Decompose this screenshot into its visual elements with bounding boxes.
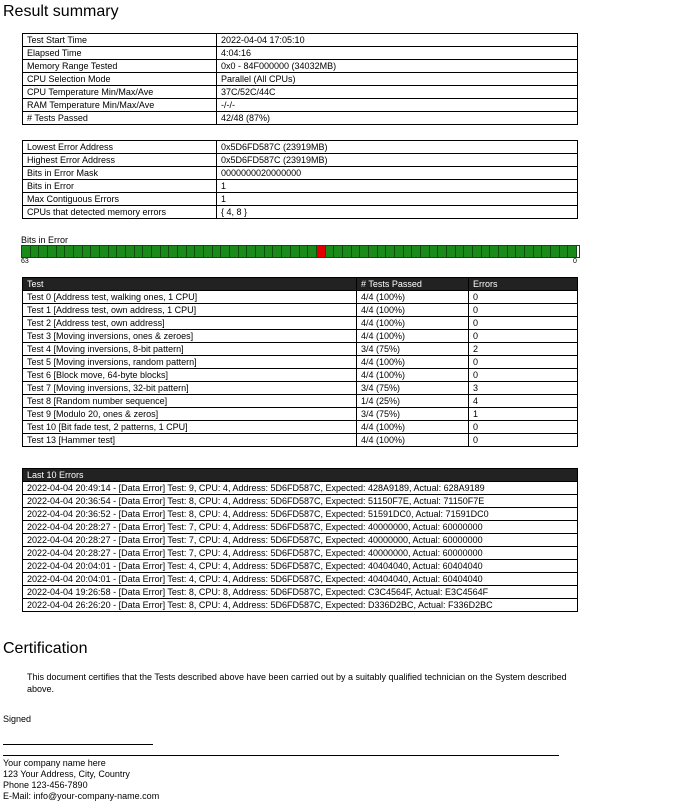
error-summary-row bbox=[23, 154, 578, 167]
test-name: Test 4 [Moving inversions, 8-bit pattern] bbox=[23, 343, 357, 356]
bit-cell bbox=[300, 246, 309, 257]
summary-info-table bbox=[22, 33, 578, 125]
bit-cell bbox=[273, 246, 282, 257]
bit-cell bbox=[360, 246, 369, 257]
summary-row bbox=[23, 47, 578, 60]
test-name: Test 6 [Block move, 64-byte blocks] bbox=[23, 369, 357, 382]
field-value: 4:04:16 bbox=[217, 47, 578, 60]
bit-cell bbox=[22, 246, 31, 257]
bits-axis-left: 63 bbox=[21, 258, 29, 265]
field-value: 1 bbox=[217, 193, 578, 206]
summary-row bbox=[23, 99, 578, 112]
summary-row bbox=[23, 73, 578, 86]
bits-axis-right: 0 bbox=[573, 258, 577, 265]
error-count: 4 bbox=[469, 395, 578, 408]
error-log-row bbox=[23, 534, 578, 547]
company-name: Your company name here bbox=[3, 758, 106, 768]
field-label: CPU Selection Mode bbox=[23, 73, 217, 86]
error-log-row bbox=[23, 508, 578, 521]
error-log-entry: 2022-04-04 20:28:27 - [Data Error] Test: 7, CPU: 4, Address: 5D6FD587C, Expected: 40000000, Actual: 60000000 bbox=[23, 521, 578, 534]
test-row bbox=[23, 369, 578, 382]
test-row bbox=[23, 408, 578, 421]
bit-cell bbox=[386, 246, 395, 257]
test-name: Test 3 [Moving inversions, ones & zeroes] bbox=[23, 330, 357, 343]
test-name: Test 9 [Modulo 20, ones & zeros] bbox=[23, 408, 357, 421]
test-name: Test 5 [Moving inversions, random pattern] bbox=[23, 356, 357, 369]
summary-row bbox=[23, 86, 578, 99]
error-log-entry: 2022-04-04 19:26:58 - [Data Error] Test: 8, CPU: 8, Address: 5D6FD587C, Expected: C3C4564F, Actual: E3C4564F bbox=[23, 586, 578, 599]
bit-cell bbox=[525, 246, 534, 257]
field-value: 0x5D6FD587C (23919MB) bbox=[217, 141, 578, 154]
error-count: 0 bbox=[469, 356, 578, 369]
test-name: Test 8 [Random number sequence] bbox=[23, 395, 357, 408]
bit-cell bbox=[65, 246, 74, 257]
field-label: Bits in Error bbox=[23, 180, 217, 193]
bit-cell bbox=[126, 246, 135, 257]
bit-cell bbox=[421, 246, 430, 257]
summary-row bbox=[23, 60, 578, 73]
bit-cell bbox=[195, 246, 204, 257]
error-log-entry: 2022-04-04 20:28:27 - [Data Error] Test: 7, CPU: 4, Address: 5D6FD587C, Expected: 40000000, Actual: 60000000 bbox=[23, 547, 578, 560]
error-log-row bbox=[23, 560, 578, 573]
bit-cell bbox=[412, 246, 421, 257]
bit-cell bbox=[404, 246, 413, 257]
bit-cell bbox=[213, 246, 222, 257]
error-log-entry: 2022-04-04 26:26:20 - [Data Error] Test: 8, CPU: 4, Address: 5D6FD587C, Expected: D336D2BC, Actual: F336D2BC bbox=[23, 599, 578, 612]
tests-passed: 4/4 (100%) bbox=[357, 291, 469, 304]
bit-cell bbox=[178, 246, 187, 257]
field-label: Highest Error Address bbox=[23, 154, 217, 167]
certification-title: Certification bbox=[3, 640, 88, 657]
bit-cell bbox=[265, 246, 274, 257]
bit-cell bbox=[369, 246, 378, 257]
error-count: 0 bbox=[469, 291, 578, 304]
error-log-entry: 2022-04-04 20:49:14 - [Data Error] Test: 9, CPU: 4, Address: 5D6FD587C, Expected: 428A9189, Actual: 628A9189 bbox=[23, 482, 578, 495]
error-log-entry: 2022-04-04 20:04:01 - [Data Error] Test: 4, CPU: 4, Address: 5D6FD587C, Expected: 40404040, Actual: 60404040 bbox=[23, 573, 578, 586]
bit-cell bbox=[343, 246, 352, 257]
bit-cell bbox=[438, 246, 447, 257]
bit-cell bbox=[239, 246, 248, 257]
bit-cell bbox=[516, 246, 525, 257]
bit-cell bbox=[334, 246, 343, 257]
bit-cell bbox=[447, 246, 456, 257]
last-errors-table bbox=[22, 468, 578, 612]
field-label: CPUs that detected memory errors bbox=[23, 206, 217, 219]
test-row bbox=[23, 395, 578, 408]
field-value: -/-/- bbox=[217, 99, 578, 112]
bit-cell bbox=[352, 246, 361, 257]
error-count: 0 bbox=[469, 369, 578, 382]
test-row bbox=[23, 434, 578, 447]
bit-cell bbox=[308, 246, 317, 257]
bit-cell bbox=[161, 246, 170, 257]
summary-row bbox=[23, 112, 578, 125]
error-log-entry: 2022-04-04 20:04:01 - [Data Error] Test: 4, CPU: 4, Address: 5D6FD587C, Expected: 40404040, Actual: 60404040 bbox=[23, 560, 578, 573]
test-name: Test 0 [Address test, walking ones, 1 CPU] bbox=[23, 291, 357, 304]
page-title: Result summary bbox=[3, 3, 119, 20]
bit-cell bbox=[499, 246, 508, 257]
bit-cell bbox=[473, 246, 482, 257]
bit-cell bbox=[74, 246, 83, 257]
bit-cell bbox=[247, 246, 256, 257]
last-errors-header: Last 10 Errors bbox=[23, 469, 578, 482]
error-summary-row bbox=[23, 141, 578, 154]
tests-table bbox=[22, 277, 578, 447]
bit-cell bbox=[83, 246, 92, 257]
error-count: 3 bbox=[469, 382, 578, 395]
field-value: 2022-04-04 17:05:10 bbox=[217, 34, 578, 47]
test-row bbox=[23, 330, 578, 343]
error-summary-row bbox=[23, 206, 578, 219]
bit-cell bbox=[57, 246, 66, 257]
company-address: 123 Your Address, City, Country bbox=[3, 769, 130, 779]
field-label: CPU Temperature Min/Max/Ave bbox=[23, 86, 217, 99]
tests-passed: 4/4 (100%) bbox=[357, 317, 469, 330]
bit-cell bbox=[39, 246, 48, 257]
bit-cell bbox=[143, 246, 152, 257]
test-row bbox=[23, 382, 578, 395]
bit-cell bbox=[568, 246, 577, 257]
error-count: 0 bbox=[469, 434, 578, 447]
test-row bbox=[23, 421, 578, 434]
error-log-row bbox=[23, 482, 578, 495]
bit-cell bbox=[291, 246, 300, 257]
bit-cell bbox=[464, 246, 473, 257]
tests-header-errors: Errors bbox=[469, 278, 578, 291]
error-summary-row bbox=[23, 167, 578, 180]
test-row bbox=[23, 356, 578, 369]
field-label: Test Start Time bbox=[23, 34, 217, 47]
error-log-row bbox=[23, 586, 578, 599]
certification-text: This document certifies that the Tests described above have been carried out by a suitably qualified technician on the System described above. bbox=[27, 672, 567, 694]
test-name: Test 13 [Hammer test] bbox=[23, 434, 357, 447]
bit-cell bbox=[490, 246, 499, 257]
bit-cell bbox=[256, 246, 265, 257]
company-phone: Phone 123-456-7890 bbox=[3, 780, 88, 790]
bit-cell bbox=[169, 246, 178, 257]
field-label: Max Contiguous Errors bbox=[23, 193, 217, 206]
company-email: E-Mail: info@your-company-name.com bbox=[3, 791, 160, 801]
bit-cell bbox=[152, 246, 161, 257]
tests-passed: 4/4 (100%) bbox=[357, 356, 469, 369]
error-log-entry: 2022-04-04 20:36:54 - [Data Error] Test: 8, CPU: 4, Address: 5D6FD587C, Expected: 51150F7E, Actual: 71150F7E bbox=[23, 495, 578, 508]
bit-cell bbox=[48, 246, 57, 257]
signed-label: Signed bbox=[3, 714, 32, 724]
bit-cell bbox=[456, 246, 465, 257]
error-log-entry: 2022-04-04 20:36:52 - [Data Error] Test: 8, CPU: 4, Address: 5D6FD587C, Expected: 51591DC0, Actual: 71591DC0 bbox=[23, 508, 578, 521]
bit-cell bbox=[282, 246, 291, 257]
test-row bbox=[23, 343, 578, 356]
field-value: { 4, 8 } bbox=[217, 206, 578, 219]
bit-cell bbox=[31, 246, 40, 257]
bit-cell bbox=[430, 246, 439, 257]
field-value: 42/48 (87%) bbox=[217, 112, 578, 125]
bit-cell bbox=[230, 246, 239, 257]
bit-cell bbox=[109, 246, 118, 257]
test-name: Test 1 [Address test, own address, 1 CPU] bbox=[23, 304, 357, 317]
test-name: Test 2 [Address test, own address] bbox=[23, 317, 357, 330]
bit-cell bbox=[221, 246, 230, 257]
bits-in-error-label: Bits in Error bbox=[21, 235, 69, 245]
bit-cell bbox=[542, 246, 551, 257]
field-label: # Tests Passed bbox=[23, 112, 217, 125]
tests-passed: 4/4 (100%) bbox=[357, 421, 469, 434]
bit-cell bbox=[187, 246, 196, 257]
field-value: 0000000020000000 bbox=[217, 167, 578, 180]
bits-in-error-bar bbox=[21, 245, 580, 258]
test-name: Test 10 [Bit fade test, 2 patterns, 1 CPU] bbox=[23, 421, 357, 434]
error-count: 1 bbox=[469, 408, 578, 421]
tests-passed: 4/4 (100%) bbox=[357, 330, 469, 343]
test-row bbox=[23, 291, 578, 304]
footer-divider bbox=[3, 755, 559, 756]
error-summary-row bbox=[23, 193, 578, 206]
field-value: 37C/52C/44C bbox=[217, 86, 578, 99]
bit-cell bbox=[534, 246, 543, 257]
tests-passed: 1/4 (25%) bbox=[357, 395, 469, 408]
field-value: 0x0 - 84F000000 (34032MB) bbox=[217, 60, 578, 73]
bit-cell-error bbox=[317, 246, 326, 257]
field-value: 1 bbox=[217, 180, 578, 193]
bit-cell bbox=[100, 246, 109, 257]
field-label: Lowest Error Address bbox=[23, 141, 217, 154]
error-count: 0 bbox=[469, 421, 578, 434]
bit-cell bbox=[326, 246, 335, 257]
tests-passed: 4/4 (100%) bbox=[357, 304, 469, 317]
summary-row bbox=[23, 34, 578, 47]
field-value: Parallel (All CPUs) bbox=[217, 73, 578, 86]
tests-header-passed: # Tests Passed bbox=[357, 278, 469, 291]
tests-passed: 4/4 (100%) bbox=[357, 434, 469, 447]
field-label: Bits in Error Mask bbox=[23, 167, 217, 180]
error-count: 0 bbox=[469, 317, 578, 330]
bit-cell bbox=[378, 246, 387, 257]
test-row bbox=[23, 317, 578, 330]
bit-cell bbox=[204, 246, 213, 257]
bit-cell bbox=[551, 246, 560, 257]
error-count: 0 bbox=[469, 330, 578, 343]
error-count: 2 bbox=[469, 343, 578, 356]
error-summary-row bbox=[23, 180, 578, 193]
error-count: 0 bbox=[469, 304, 578, 317]
bit-cell bbox=[482, 246, 491, 257]
bit-cell bbox=[560, 246, 569, 257]
bit-cell bbox=[395, 246, 404, 257]
field-label: Elapsed Time bbox=[23, 47, 217, 60]
signature-line bbox=[3, 744, 153, 745]
bit-cell bbox=[508, 246, 517, 257]
test-name: Test 7 [Moving inversions, 32-bit pattern] bbox=[23, 382, 357, 395]
field-label: Memory Range Tested bbox=[23, 60, 217, 73]
error-log-row bbox=[23, 521, 578, 534]
bit-cell bbox=[135, 246, 144, 257]
tests-passed: 4/4 (100%) bbox=[357, 369, 469, 382]
summary-errors-table bbox=[22, 140, 578, 219]
error-log-row bbox=[23, 599, 578, 612]
field-value: 0x5D6FD587C (23919MB) bbox=[217, 154, 578, 167]
tests-passed: 3/4 (75%) bbox=[357, 382, 469, 395]
tests-passed: 3/4 (75%) bbox=[357, 343, 469, 356]
test-row bbox=[23, 304, 578, 317]
tests-header-test: Test bbox=[23, 278, 357, 291]
error-log-row bbox=[23, 573, 578, 586]
tests-passed: 3/4 (75%) bbox=[357, 408, 469, 421]
error-log-row bbox=[23, 547, 578, 560]
bit-cell bbox=[91, 246, 100, 257]
bit-cell bbox=[117, 246, 126, 257]
error-log-row bbox=[23, 495, 578, 508]
field-label: RAM Temperature Min/Max/Ave bbox=[23, 99, 217, 112]
error-log-entry: 2022-04-04 20:28:27 - [Data Error] Test: 7, CPU: 4, Address: 5D6FD587C, Expected: 40000000, Actual: 60000000 bbox=[23, 534, 578, 547]
